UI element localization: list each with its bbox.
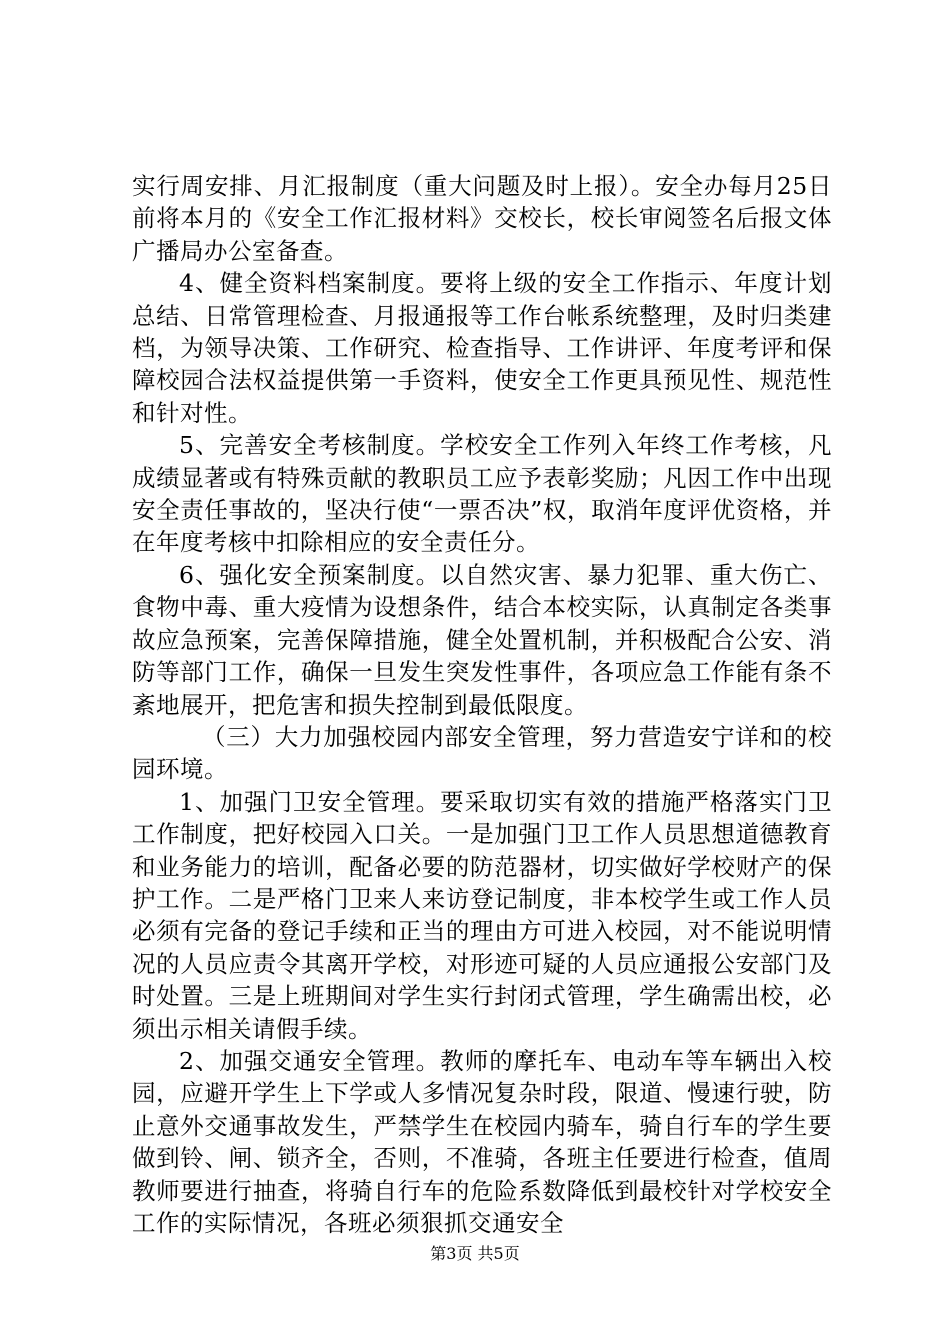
paragraph-item-6: 6、强化安全预案制度。以自然灾害、暴力犯罪、重大伤亡、食物中毒、重大疫情为设想条件，结合本校实际，认真制定各类事故应急预案，完善保障措施，健全处置机制，并积极配合公安、消防等部门工作，确保一旦发生突发性事件，各项应急工作能有条不紊地展开，把危害和损失控制到最低限度。: [132, 560, 832, 719]
paragraph-item-5: 5、完善安全考核制度。学校安全工作列入年终工作考核，凡成绩显著或有特殊贡献的教职员工应予表彰奖励；凡因工作中出现安全责任事故的，坚决行使“一票否决”权，取消年度评优资格，并在年度考核中扣除相应的安全责任分。: [132, 431, 832, 557]
section-heading-3: （三）大力加强校园内部安全管理，努力营造安宁详和的校园环境。: [132, 722, 832, 784]
paragraph-sec3-item-1: 1、加强门卫安全管理。要采取切实有效的措施严格落实门卫工作制度，把好校园入口关。一是加强门卫工作人员思想道德教育和业务能力的培训，配备必要的防范器材，切实做好学校财产的保护工作。二是严格门卫来人来访登记制度，非本校学生或工作人员必须有完备的登记手续和正当的理由方可进入校园，对不能说明情况的人员应责令其离开学校，对形迹可疑的人员应通报公安部门及时处置。三是上班期间对学生实行封闭式管理，学生确需出校，必须出示相关请假手续。: [132, 787, 832, 1043]
page-number-label: 第3页 共5页: [430, 1244, 520, 1263]
paragraph-continuation: 实行周安排、月汇报制度（重大问题及时上报）。安全办每月25日前将本月的《安全工作汇报材料》交校长，校长审阅签名后报文体广播局办公室备查。: [132, 172, 832, 265]
paragraph-item-4: 4、健全资料档案制度。要将上级的安全工作指示、年度计划总结、日常管理检查、月报通报等工作台帐系统整理，及时归类建档，为领导决策、工作研究、检查指导、工作讲评、年度考评和保障校园合法权益提供第一手资料，使安全工作更具预见性、规范性和针对性。: [132, 269, 832, 427]
page-footer: [0, 1244, 950, 1264]
document-body: [132, 170, 832, 1239]
paragraph-sec3-item-2: 2、加强交通安全管理。教师的摩托车、电动车等车辆出入校园，应避开学生上下学或人多情况复杂时段，限道、慢速行驶，防止意外交通事故发生，严禁学生在校园内骑车，骑自行车的学生要做到铃、闸、锁齐全，否则，不准骑，各班主任要进行检查，值周教师要进行抽查，将骑自行车的危险系数降低到最校针对学校安全工作的实际情况，各班必须狠抓交通安全: [132, 1046, 832, 1237]
